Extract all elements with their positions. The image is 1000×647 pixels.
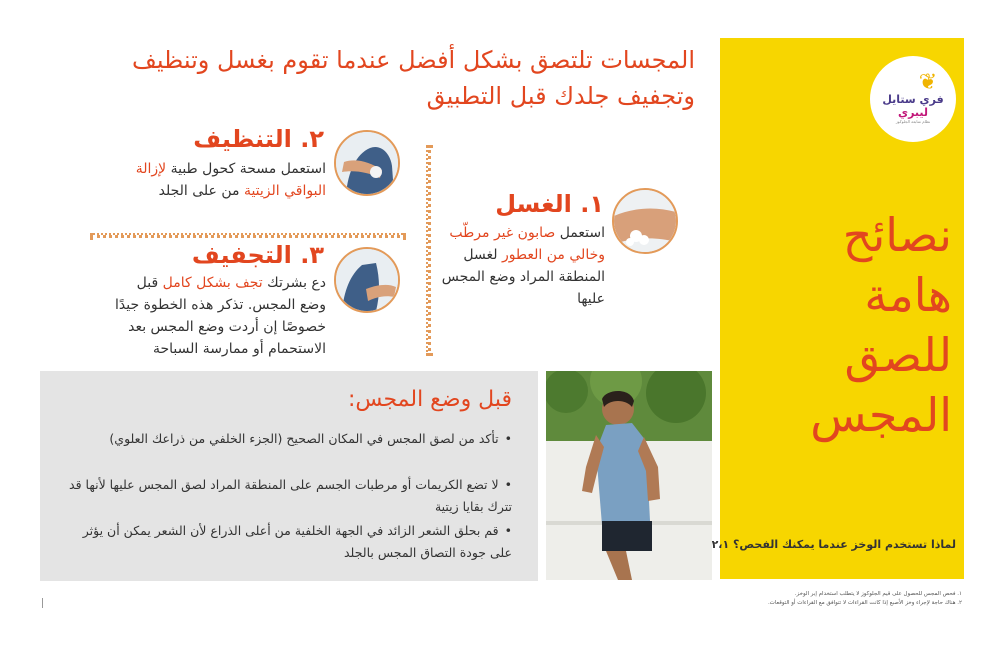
footnote: ١. فحص المجس للحصول على قيم الجلوكوز لا يتطلب استخدام إبر الوخز. [794,591,962,597]
sidebar-title-line: المجس [810,388,952,442]
before-applying-title: قبل وضع المجس: [347,387,512,412]
freestyle-libre-logo [870,56,956,142]
footnote: ٢. هناك حاجة لإجراء وخز الأصبع إذا كانت القراءات لا تتوافق مع القراءات أو التوقعات. [767,600,962,606]
wash-text-a: استعمل [555,225,605,241]
dry-step-text [112,272,326,360]
horizontal-dotted-divider [90,233,406,238]
headline-line-1: المجسات تلتصق بشكل أفضل عندما تقوم بغسل وتنظيف [132,46,695,74]
sidebar-question: لماذا تستخدم الوخز عندما يمكنك الفحص؟ ٢،١ [711,538,956,551]
bullet-dot-icon: • [504,431,512,446]
clean-step-text [100,158,326,202]
wash-step-image [612,188,678,254]
list-item-text: لا تضع الكريمات أو مرطبات الجسم على المنطقة المراد لصق المجس عليها لأنها قد تترك بقايا زيتية [69,477,512,514]
sidebar-title [730,205,952,445]
runner-photo [546,371,712,580]
page-marker [42,598,43,608]
clean-step-image [334,130,400,196]
clean-text-a: استعمل مسحة كحول طبية [166,161,326,177]
wash-step-text [440,222,605,310]
wash-text-b: لغسل المنطقة المراد وضع المجس عليها [441,247,605,307]
clean-text-highlight: لإزالة البواقي الزيتية [135,161,326,199]
sidebar-title-line: نصائح [842,208,952,262]
headline-line-2: وتجفيف جلدك قبل التطبيق [426,82,695,110]
footnotes [700,590,962,608]
headline [95,42,695,114]
list-item [60,520,512,564]
clean-text-b: من على الجلد [158,183,244,199]
dry-text-highlight: تجف بشكل كامل [162,275,263,291]
butterfly-icon: ❦ [918,70,938,95]
wash-text-highlight: صابون غير مرطّب وخالي من العطور [449,225,605,263]
clean-step-title: ٢. التنظيف [193,125,324,153]
list-item [60,474,512,518]
dry-step-title: ٣. التجفيف [191,241,324,269]
vertical-dotted-divider [426,145,431,356]
bullet-dot-icon: • [504,523,512,538]
dry-text-b: قبل وضع المجس. تذكر هذه الخطوة جيدًا خصوصًا إن أردت وضع المجس بعد الاستحمام أو ممارسة السباحة [115,275,326,357]
bullet-dot-icon: • [504,477,512,492]
sidebar-title-line: للصق [844,328,952,382]
list-item [60,428,512,450]
list-item-text: تأكد من لصق المجس في المكان الصحيح (الجزء الخلفي من ذراعك العلوي) [109,431,499,446]
list-item-text: قم بحلق الشعر الزائد في الجهة الخلفية من أعلى الذراع لأن الشعر يمكن أن يؤثر على جودة التصاق المجس بالجلد [82,523,512,560]
dry-step-image [334,247,400,313]
wash-step-title: ١. الغسل [495,190,604,218]
logo-line-2: ليبري [897,106,929,119]
logo-line-3: نظام متابعة الجلوكوز [895,119,931,124]
dry-text-a: دع بشرتك [262,275,326,291]
sidebar-title-line: هامة [864,268,952,322]
logo-line-1: فري ستايل [882,93,944,106]
